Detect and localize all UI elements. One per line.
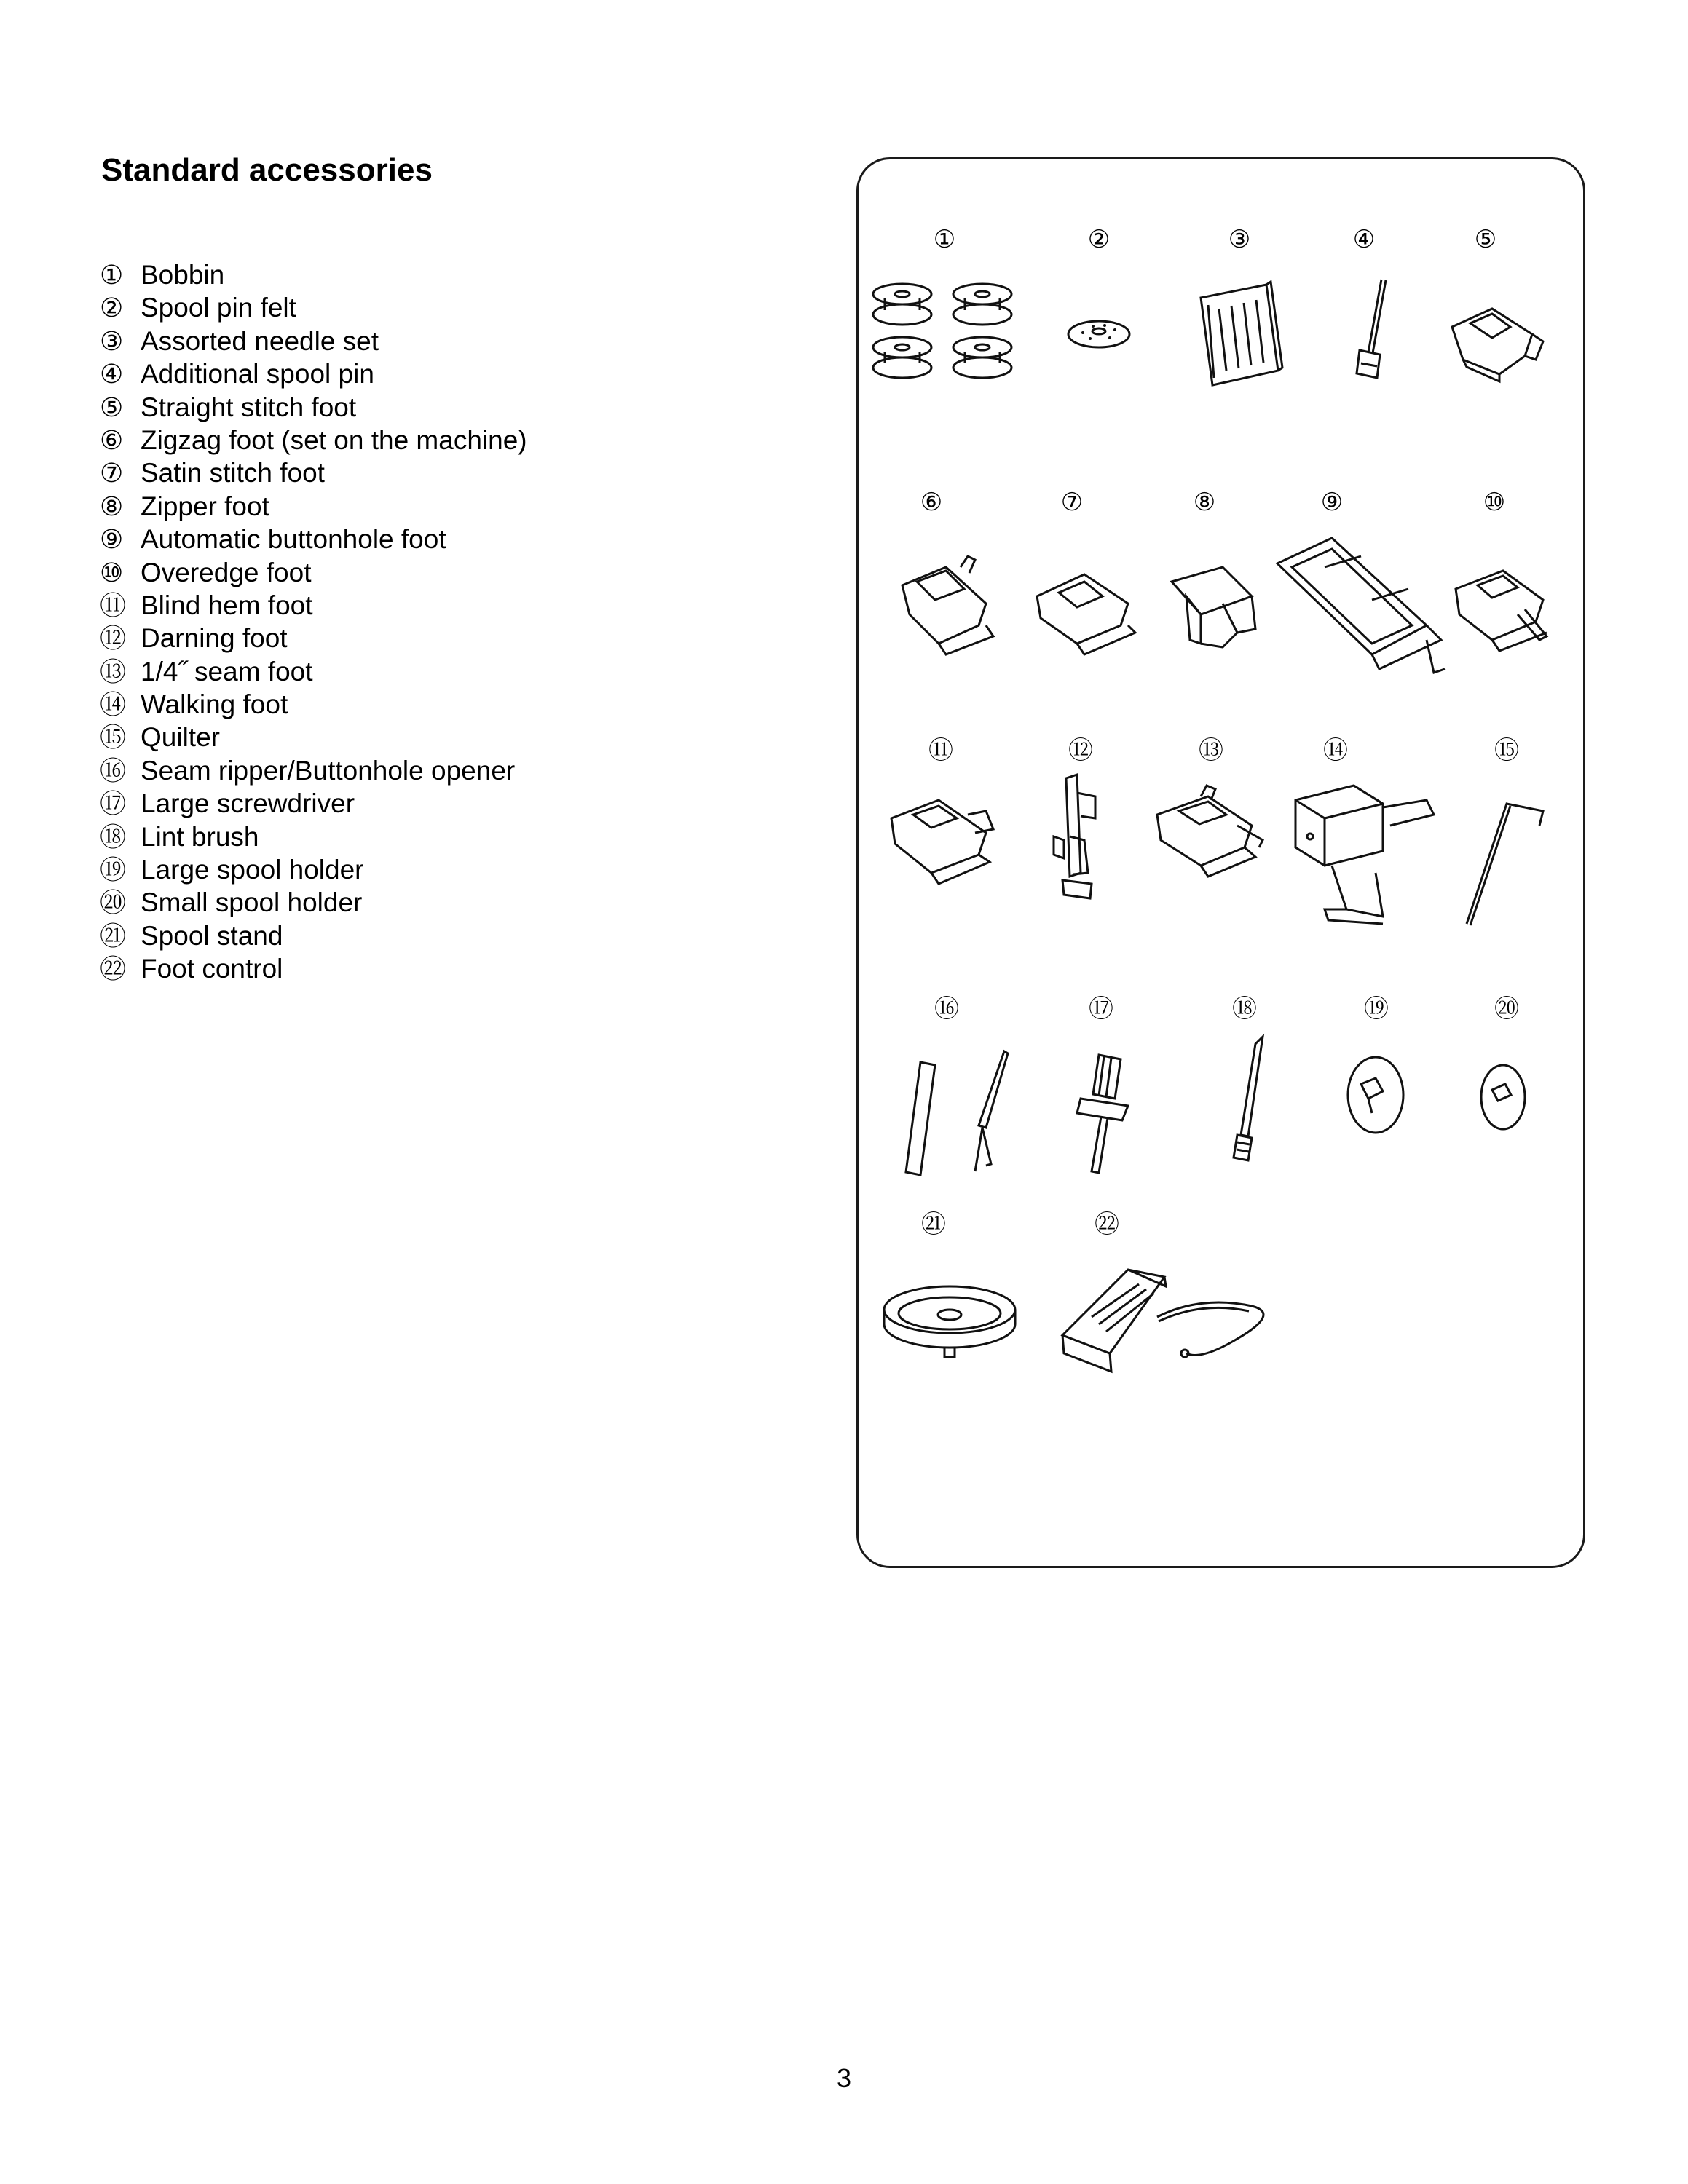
figure-number: ⑳ bbox=[1494, 994, 1519, 1024]
list-item bbox=[100, 391, 527, 424]
list-item bbox=[100, 258, 527, 291]
item-number: ⑨ bbox=[100, 525, 124, 555]
bobbin-icon bbox=[873, 284, 1011, 378]
item-label: Straight stitch foot bbox=[141, 392, 357, 422]
zipper-foot-icon bbox=[1172, 567, 1255, 647]
list-item bbox=[100, 952, 527, 985]
item-number: ⑩ bbox=[100, 558, 124, 588]
list-item bbox=[100, 721, 527, 753]
item-number: ⑦ bbox=[100, 459, 124, 489]
figure-number: ⑱ bbox=[1232, 994, 1257, 1024]
list-item bbox=[100, 622, 527, 654]
item-label: Assorted needle set bbox=[141, 325, 379, 356]
figure-number: ⑯ bbox=[934, 994, 959, 1024]
list-item bbox=[100, 787, 527, 820]
item-number: ⑭ bbox=[100, 690, 127, 721]
item-number: ⑳ bbox=[100, 888, 127, 919]
list-item bbox=[100, 589, 527, 622]
item-label: Seam ripper/Buttonhole opener bbox=[141, 755, 516, 786]
list-item bbox=[100, 919, 527, 952]
overedge-foot-icon bbox=[1456, 571, 1547, 651]
large-spool-holder-icon bbox=[1348, 1057, 1403, 1133]
figure-number: ㉒ bbox=[1095, 1210, 1119, 1239]
lint-brush-icon bbox=[1234, 1037, 1263, 1160]
item-number: ㉒ bbox=[100, 954, 127, 985]
item-number: ③ bbox=[100, 326, 124, 357]
page-number: 3 bbox=[836, 2063, 852, 2093]
spool-stand-icon bbox=[884, 1286, 1015, 1357]
list-item bbox=[100, 325, 527, 357]
item-number: ② bbox=[100, 293, 124, 324]
list-item bbox=[100, 820, 527, 853]
zigzag-foot-icon bbox=[902, 556, 993, 654]
item-number: ⑧ bbox=[100, 491, 124, 522]
darning-foot-icon bbox=[1054, 775, 1095, 898]
item-label: Walking foot bbox=[141, 689, 288, 720]
small-spool-holder-icon bbox=[1481, 1065, 1525, 1129]
accessories-illustration-panel bbox=[856, 157, 1585, 1568]
spool-pin-icon bbox=[1357, 280, 1386, 378]
blind-hem-foot-icon bbox=[891, 800, 993, 884]
figure-number: ⑨ bbox=[1320, 488, 1344, 517]
figure-number: ③ bbox=[1228, 225, 1251, 254]
figure-number: ⑬ bbox=[1199, 736, 1223, 765]
walking-foot-icon bbox=[1295, 786, 1434, 924]
list-item bbox=[100, 424, 527, 456]
item-label: 1/4˝ seam foot bbox=[141, 656, 313, 687]
item-label: Large screwdriver bbox=[141, 788, 355, 819]
item-number: ㉑ bbox=[100, 921, 127, 951]
straight-stitch-foot-icon bbox=[1452, 309, 1543, 381]
figure-number: ⑧ bbox=[1193, 488, 1216, 517]
item-label: Quilter bbox=[141, 722, 220, 753]
figure-number: ② bbox=[1087, 225, 1111, 254]
item-number: ④ bbox=[100, 360, 124, 390]
item-label: Foot control bbox=[141, 954, 283, 984]
item-number: ⑤ bbox=[100, 392, 124, 423]
figure-number: ④ bbox=[1352, 225, 1376, 254]
item-number: ⑲ bbox=[100, 855, 127, 886]
item-label: Lint brush bbox=[141, 821, 259, 852]
item-label: Automatic buttonhole foot bbox=[141, 524, 446, 555]
figure-number: ㉑ bbox=[921, 1210, 946, 1239]
item-number: ⑮ bbox=[100, 723, 127, 753]
item-label: Spool pin felt bbox=[141, 293, 296, 323]
figure-number: ⑦ bbox=[1060, 488, 1084, 517]
figure-number: ⑭ bbox=[1323, 736, 1348, 765]
list-item bbox=[100, 655, 527, 688]
item-label: Large spool holder bbox=[141, 855, 364, 885]
item-number: ⑥ bbox=[100, 425, 124, 456]
foot-control-icon bbox=[1062, 1270, 1263, 1372]
page-title: Standard accessories bbox=[101, 152, 433, 188]
item-label: Satin stitch foot bbox=[141, 458, 325, 488]
list-item bbox=[100, 357, 527, 390]
figure-number: ⑩ bbox=[1483, 488, 1506, 517]
figure-number: ⑰ bbox=[1089, 994, 1113, 1024]
figure-number: ⑪ bbox=[928, 736, 953, 765]
list-item bbox=[100, 523, 527, 555]
item-label: Zipper foot bbox=[141, 491, 269, 521]
figure-number: ⑲ bbox=[1364, 994, 1389, 1024]
list-item bbox=[100, 688, 527, 721]
list-item bbox=[100, 754, 527, 787]
item-number: ⑯ bbox=[100, 756, 127, 786]
item-label: Darning foot bbox=[141, 623, 288, 654]
figure-number: ⑮ bbox=[1494, 736, 1519, 765]
item-label: Zigzag foot (set on the machine) bbox=[141, 424, 527, 455]
item-number: ⑫ bbox=[100, 624, 127, 654]
item-label: Overedge foot bbox=[141, 557, 312, 587]
list-item bbox=[100, 456, 527, 489]
felt-icon bbox=[1068, 321, 1129, 347]
item-number: ⑱ bbox=[100, 822, 127, 852]
satin-stitch-foot-icon bbox=[1037, 574, 1135, 654]
item-number: ⑰ bbox=[100, 789, 127, 820]
seam-ripper-icon bbox=[906, 1051, 1008, 1175]
list-item bbox=[100, 291, 527, 324]
quarter-inch-seam-foot-icon bbox=[1157, 786, 1263, 877]
accessory-list bbox=[100, 258, 527, 986]
figure-number: ⑫ bbox=[1068, 736, 1093, 765]
item-label: Additional spool pin bbox=[141, 359, 374, 389]
accessories-illustration bbox=[859, 159, 1583, 1566]
list-item bbox=[100, 853, 527, 886]
item-label: Spool stand bbox=[141, 920, 283, 951]
list-item bbox=[100, 490, 527, 523]
screwdriver-icon bbox=[1077, 1055, 1128, 1173]
item-label: Bobbin bbox=[141, 260, 225, 290]
item-label: Blind hem foot bbox=[141, 590, 313, 620]
figure-number: ⑥ bbox=[920, 488, 943, 517]
quilter-icon bbox=[1467, 804, 1543, 925]
needle-set-icon bbox=[1201, 282, 1282, 385]
list-item bbox=[100, 886, 527, 919]
figure-number: ① bbox=[933, 225, 956, 254]
item-number: ⑪ bbox=[100, 590, 127, 621]
item-number: ① bbox=[100, 261, 124, 290]
figure-number: ⑤ bbox=[1474, 225, 1497, 254]
item-label: Small spool holder bbox=[141, 887, 363, 918]
buttonhole-foot-icon bbox=[1277, 538, 1445, 673]
item-number: ⑬ bbox=[100, 657, 127, 687]
list-item bbox=[100, 556, 527, 589]
